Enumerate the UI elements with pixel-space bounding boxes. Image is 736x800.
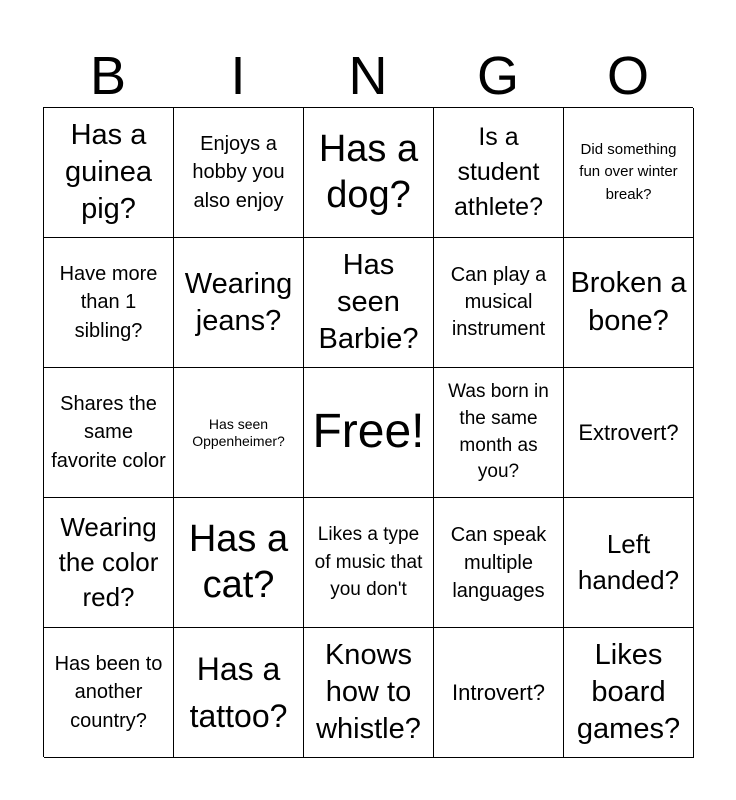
header-letter-o: O [606, 46, 649, 106]
bingo-cell[interactable] [174, 368, 304, 498]
cell-text: Knows how to whistle? [316, 638, 421, 746]
cell-text: Can speak multiple languages [450, 523, 547, 602]
bingo-cell[interactable] [44, 108, 174, 238]
bingo-cell[interactable] [174, 628, 304, 758]
cell-text: Wearing jeans? [184, 268, 293, 337]
bingo-cell[interactable] [174, 498, 304, 628]
bingo-board [43, 107, 693, 757]
bingo-cell[interactable] [434, 238, 564, 368]
bingo-cell[interactable] [44, 368, 174, 498]
cell-text: Is a student athlete? [454, 123, 543, 221]
bingo-cell[interactable] [304, 498, 434, 628]
bingo-cell[interactable] [434, 628, 564, 758]
bingo-cell[interactable] [564, 498, 694, 628]
header-letter-i: I [230, 46, 246, 106]
cell-text: Wearing the color red? [58, 511, 159, 613]
bingo-cell[interactable] [564, 368, 694, 498]
bingo-cell[interactable] [304, 628, 434, 758]
cell-text: Has a cat? [188, 517, 289, 606]
bingo-cell[interactable] [44, 498, 174, 628]
bingo-cell[interactable] [304, 238, 434, 368]
cell-text: Left handed? [577, 529, 680, 595]
header-letter-n: N [348, 46, 388, 106]
bingo-cell[interactable] [174, 238, 304, 368]
bingo-header [43, 44, 693, 108]
cell-text: Has a guinea pig? [64, 118, 153, 226]
header-letter-g: G [476, 46, 519, 106]
cell-text: Has a tattoo? [189, 651, 288, 734]
bingo-cell[interactable] [434, 108, 564, 238]
bingo-cell[interactable] [564, 108, 694, 238]
cell-text: Introvert? [452, 679, 545, 705]
bingo-cell[interactable] [304, 368, 434, 498]
cell-text: Can play a musical instrument [450, 264, 547, 340]
cell-text: Broken a bone? [570, 267, 687, 337]
bingo-cell[interactable] [434, 498, 564, 628]
bingo-cell[interactable] [434, 368, 564, 498]
cell-text: Was born in the same month as you? [448, 381, 549, 483]
cell-text: Likes a type of music that you don't [314, 524, 423, 601]
bingo-cell[interactable] [304, 108, 434, 238]
bingo-cell[interactable] [44, 628, 174, 758]
bingo-cell[interactable] [174, 108, 304, 238]
cell-text: Has a dog? [318, 127, 419, 216]
bingo-cell[interactable] [564, 628, 694, 758]
cell-text: Likes board games? [576, 638, 681, 746]
cell-text: Enjoys a hobby you also enjoy [192, 132, 285, 212]
cell-text: Extrovert? [578, 419, 679, 445]
header-letter-b: B [89, 46, 127, 106]
cell-text: Have more than 1 sibling? [59, 262, 158, 342]
cell-text: Free! [312, 405, 425, 459]
cell-text: Did something fun over winter break? [579, 140, 678, 203]
cell-text: Shares the same favorite color [51, 392, 166, 472]
bingo-cell[interactable] [44, 238, 174, 368]
cell-text: Has seen Barbie? [318, 248, 419, 356]
cell-text: Has seen Oppenheimer? [192, 415, 285, 449]
cell-text: Has been to another country? [54, 652, 163, 732]
bingo-cell[interactable] [564, 238, 694, 368]
